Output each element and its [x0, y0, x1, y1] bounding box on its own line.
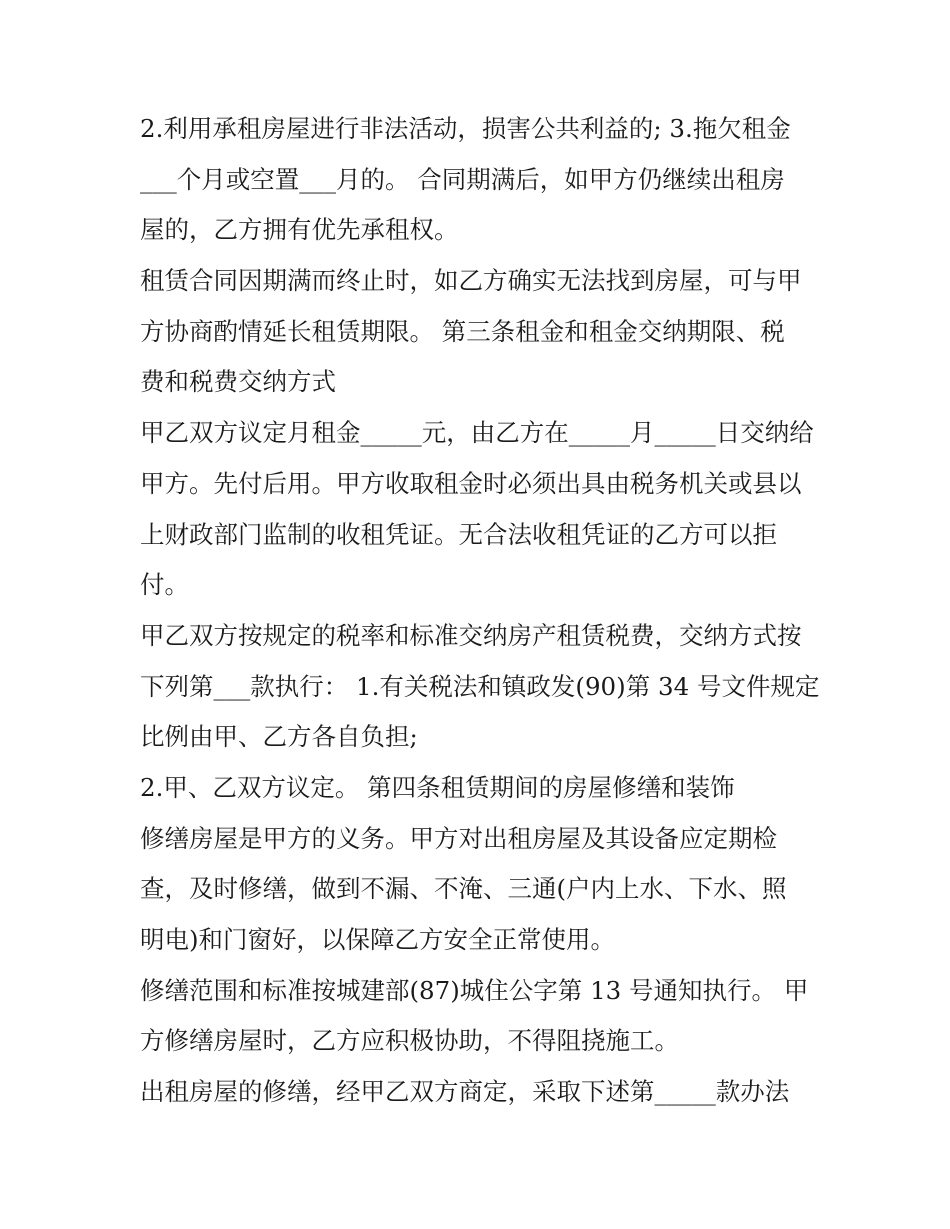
- text-line: 出租房屋的修缮，经甲乙双方商定，采取下述第_____款办法: [140, 1077, 790, 1107]
- text-line: 明电)和门窗好，以保障乙方安全正常使用。: [140, 925, 616, 954]
- paragraph-3: [140, 408, 820, 611]
- text-line: 甲乙双方议定月租金_____元，由乙方在_____月_____日交纳给: [140, 418, 814, 448]
- paragraph-4: [140, 611, 820, 763]
- text-line: 上财政部门监制的收租凭证。无合法收租凭证的乙方可以拒: [140, 519, 777, 549]
- text-line: 修缮范围和标准按城建部(87)城住公字第 13 号通知执行。 甲: [140, 975, 809, 1005]
- text-line: 费和税费交纳方式: [140, 367, 336, 397]
- text-line: 甲乙双方按规定的税率和标准交纳房产租赁税费，交纳方式按: [140, 620, 802, 650]
- text-line: 查，及时修缮，做到不漏、不淹、三通(户内上水、下水、照: [140, 874, 787, 904]
- text-line: ___个月或空置___月的。 合同期满后，如甲方仍继续出租房: [140, 164, 785, 194]
- paragraph-2: [140, 256, 820, 408]
- paragraph-1: [140, 104, 820, 256]
- text-line: 付。: [140, 570, 189, 600]
- text-line: 屋的，乙方拥有优先承租权。: [140, 215, 459, 245]
- text-line: 2.利用承租房屋进行非法活动，损害公共利益的; 3.拖欠租金: [140, 114, 791, 143]
- text-line: 甲方。先付后用。甲方收取租金时必须出具由税务机关或县以: [140, 468, 802, 498]
- paragraph-5: [140, 763, 820, 814]
- paragraph-6: [140, 814, 820, 966]
- document-body: [140, 104, 820, 1118]
- paragraph-8: [140, 1067, 820, 1118]
- paragraph-7: [140, 966, 820, 1067]
- text-line: 比例由甲、乙方各自负担;: [140, 722, 418, 752]
- text-line: 2.甲、乙双方议定。 第四条租赁期间的房屋修缮和装饰: [140, 772, 735, 802]
- text-line: 方协商酌情延长租赁期限。 第三条租金和租金交纳期限、税: [140, 316, 785, 346]
- text-line: 方修缮房屋时，乙方应积极协助，不得阻挠施工。: [140, 1026, 679, 1056]
- text-line: 下列第___款执行： 1.有关税法和镇政发(90)第 34 号文件规定: [140, 671, 820, 701]
- text-line: 修缮房屋是甲方的义务。甲方对出租房屋及其设备应定期检: [140, 823, 777, 853]
- text-line: 租赁合同因期满而终止时，如乙方确实无法找到房屋，可与甲: [140, 266, 802, 296]
